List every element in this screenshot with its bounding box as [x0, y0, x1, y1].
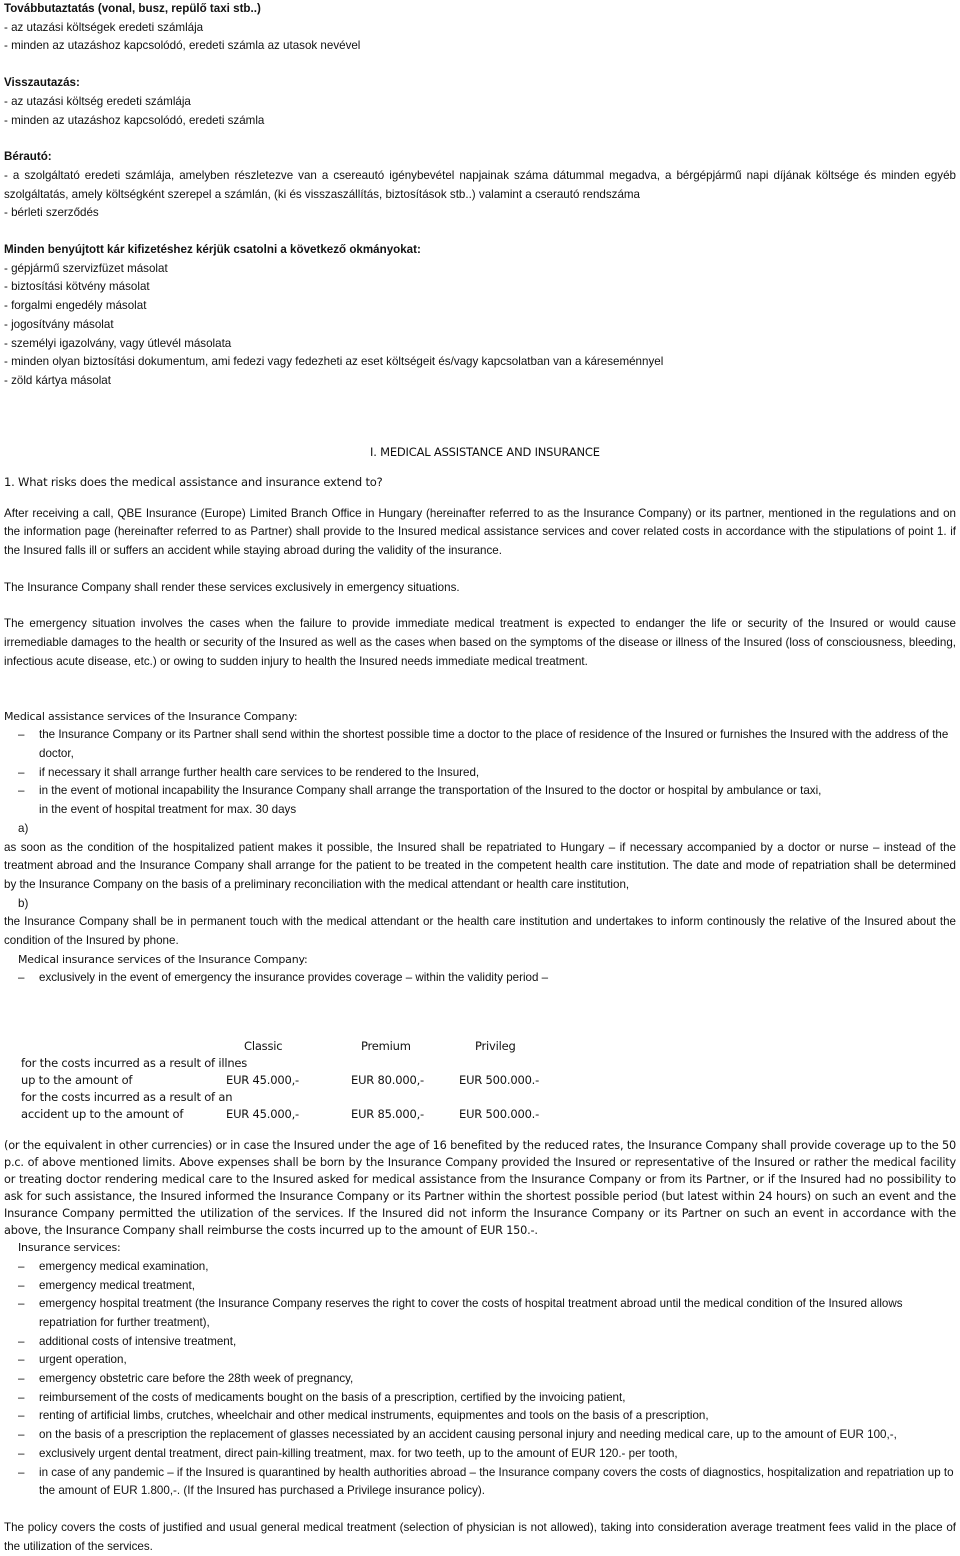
list-item: – emergency medical treatment, [4, 1277, 956, 1296]
return-heading: Visszautazás: [4, 76, 80, 90]
label-b: b) [18, 896, 29, 910]
contact-paragraph: the Insurance Company shall be in permanent touch with the medical attendant or the health care institution and undertakes to inform continously the relative of the Insured about the condition of the Insured by phone. [4, 915, 956, 948]
list-item: – on the basis of a prescription the replacement of glasses necessiated by an accident causing personal injury and needing medical care, up to the amount of EUR 100,-, [4, 1426, 956, 1445]
emergency-definition-paragraph: The emergency situation involves the cases when the failure to provide immediate medical treatment is expected to endanger the life or security of the Insured or would cause irremediable damages to the health or security of the Insured as well as the cases when based on the symptoms of the disease or illness of the Insured (loss of consciousness, bleeding, infectious acute disease, etc.) or owing to sudden injury to health the Insured needs immediate medical treatment. [4, 617, 956, 668]
list-item: - minden az utazáshoz kapcsolódó, eredeti számla [4, 113, 265, 127]
services-heading: Insurance services: [18, 1241, 121, 1255]
assistance-heading: Medical assistance services of the Insurance Company: [4, 709, 298, 723]
dash-bullet: – [18, 1353, 25, 1367]
dash-bullet: – [18, 1278, 25, 1292]
dash-bullet: – [18, 1334, 25, 1348]
document-page [4, 0, 956, 1556]
dash-bullet: – [18, 728, 25, 742]
dash-bullet: – [18, 784, 25, 798]
list-item: – exclusively in the event of emergency the insurance provides coverage – within the validity period – [4, 969, 956, 988]
list-item: - jogosítvány másolat [4, 317, 114, 331]
rental-paragraph: - a szolgáltató eredeti számlája, amelyben részletezve van a csereautó igénybevétel napjainak száma dátummal megadva, a bérgépjármű napi díjának költsége és minden egyéb szolgáltatás, amely költségként szerepel a számlán, (ki és visszaszállítás, biztosítások stb..) valamint a cserautó rendszáma [4, 168, 956, 201]
table-row: for the costs incurred as a result of an [21, 1090, 233, 1105]
final-paragraph: The policy covers the costs of justified and usual general medical treatment (selection of physician is not allowed), taking into consideration average treatment fees valid in the place of the utilization of the services. [4, 1520, 956, 1553]
intro-paragraph: After receiving a call, QBE Insurance (Europe) Limited Branch Office in Hungary (hereinafter referred to as the Insurance Company) or its partner, mentioned in the regulations and on the information page (hereinafter referred to as Partner) shall provide to the Insured medical assistance services and cover related costs in accordance with the stipulations of point 1. if the Insured falls ill or suffers an accident while staying abroad during the validity of the insurance. [4, 506, 956, 558]
column-header: Classic [244, 1039, 283, 1054]
dash-bullet: – [18, 971, 25, 985]
dash-bullet: – [18, 1409, 25, 1423]
dash-bullet: – [18, 1446, 25, 1460]
dash-bullet: – [18, 1372, 25, 1386]
rental-heading: Bérautó: [4, 150, 52, 164]
dash-bullet: – [18, 1390, 25, 1404]
list-item: - minden az utazáshoz kapcsolódó, eredeti számla az utasok nevével [4, 39, 361, 53]
insurance-heading: Medical insurance services of the Insurance Company: [18, 952, 308, 966]
dash-bullet: – [18, 1465, 25, 1479]
section-question: 1. What risks does the medical assistance and insurance extend to? [4, 474, 383, 489]
list-item: – additional costs of intensive treatment, [4, 1333, 956, 1352]
list-item: - minden olyan biztosítási dokumentum, ami fedezi vagy fedezheti az eset költségeit és/vagy kapcsolatban van a káreseménnyel [4, 355, 664, 369]
table-header-row [21, 1038, 575, 1055]
list-item: – in case of any pandemic – if the Insured is quarantined by health authorities abroad – the Insurance company covers the costs of diagnostics, hospitalization and repatriation up to the amount of EUR 1.800,-. (If the Insured has purchased a Privilege insurance policy). [4, 1464, 956, 1501]
list-item-continued: in the event of hospital treatment for max. 30 days [39, 803, 297, 817]
list-item: – urgent operation, [4, 1351, 956, 1370]
list-item: – exclusively urgent dental treatment, direct pain-killing treatment, max. for two teeth, up to the amount of EUR 120.- per tooth, [4, 1445, 956, 1464]
list-item: – emergency hospital treatment (the Insurance Company reserves the right to cover the costs of hospital treatment abroad until the medical condition of the Insured allows repatriation for further treatment), [4, 1295, 956, 1332]
list-item: - biztosítási kötvény másolat [4, 280, 150, 294]
column-header: Privileg [475, 1039, 516, 1054]
table-row: up to the amount of EUR 45.000,- EUR 80.000,- EUR 500.000.- [21, 1073, 540, 1088]
list-item: – reimbursement of the costs of medicaments bought on the basis of a prescription, certified by the invoicing patient, [4, 1389, 956, 1408]
repatriation-paragraph: as soon as the condition of the hospitalized patient makes it possible, the Insured shall be repatriated to Hungary – if necessary accompanied by a doctor or nurse – instead of the treatment abroad and the Insurance Company shall arrange for the patient to be treated in the competent health care institution. The date and mode of repatriation shall be determined by the Insurance Company on the basis of a preliminary reconciliation with the medical attendant or health care institution, [4, 840, 956, 891]
dash-bullet: – [18, 1259, 25, 1273]
travel-heading: Továbbutaztatás (vonal, busz, repülő taxi stb..) [4, 2, 261, 15]
emergency-only-paragraph: The Insurance Company shall render these services exclusively in emergency situations. [4, 580, 460, 594]
list-item: - gépjármű szervizfüzet másolat [4, 261, 168, 275]
table-row: accident up to the amount of EUR 45.000,- EUR 85.000,- EUR 500.000.- [21, 1107, 540, 1122]
list-item: – in the event of motional incapability the Insurance Company shall arrange the transportation of the Insured to the doctor or hospital by ambulance or taxi, [4, 782, 956, 801]
claims-heading: Minden benyújtott kár kifizetéshez kérjük csatolni a következő okmányokat: [4, 243, 421, 257]
table-row: for the costs incurred as a result of illnes [21, 1056, 248, 1071]
section-header [4, 443, 956, 505]
limits-paragraph: (or the equivalent in other currencies) or in case the Insured under the age of 16 benefited by the reduced rates, the Insurance Company shall provide coverage up to the 50 p.c. of above mentioned limits. Above expenses shall be born by the Insurance Company provided the Insured or representative of the Insured or rather the medical facility or treating doctor rendering medical care to the Insured asked for medical assistance from the Insurance Company or from its Partner, or if the Insured had no possibility to ask for such assistance, the Insured informed the Insurance Company or its Partner within the shortest possible period (but latest within 24 hours) on such an event and the Insurance Company permitted the utilization of the services. If the Insured did not inform the Insurance Company or its Partner on such an event in accordance with the above, the Insurance Company shall reimburse the costs incurred up to the amount of EUR 150.-. [4, 1139, 956, 1238]
coverage-table [21, 1038, 575, 1123]
column-header: Premium [361, 1039, 411, 1054]
list-item: – emergency obstetric care before the 28th week of pregnancy, [4, 1370, 956, 1389]
list-item: – renting of artificial limbs, crutches, wheelchair and other medical instruments, equipmentes and tools on the basis of a prescription, [4, 1407, 956, 1426]
list-item: - bérleti szerződés [4, 206, 99, 220]
list-item: – the Insurance Company or its Partner shall send within the shortest possible time a doctor to the place of residence of the Insured or furnishes the Insured with the address of the doctor, [4, 726, 956, 763]
dash-bullet: – [18, 1297, 25, 1311]
list-item: - az utazási költségek eredeti számlája [4, 20, 204, 34]
dash-bullet: – [18, 1428, 25, 1442]
list-item: - az utazási költség eredeti számlája [4, 94, 191, 108]
dash-bullet: – [18, 765, 25, 779]
list-item: - személyi igazolvány, vagy útlevél másolata [4, 336, 232, 350]
list-item: – if necessary it shall arrange further health care services to be rendered to the Insured, [4, 764, 956, 783]
list-item: – emergency medical examination, [4, 1258, 956, 1277]
label-a: a) [18, 821, 29, 835]
list-item: - forgalmi engedély másolat [4, 299, 147, 313]
list-item: - zöld kártya másolat [4, 373, 111, 387]
section-title: I. MEDICAL ASSISTANCE AND INSURANCE [370, 444, 600, 459]
